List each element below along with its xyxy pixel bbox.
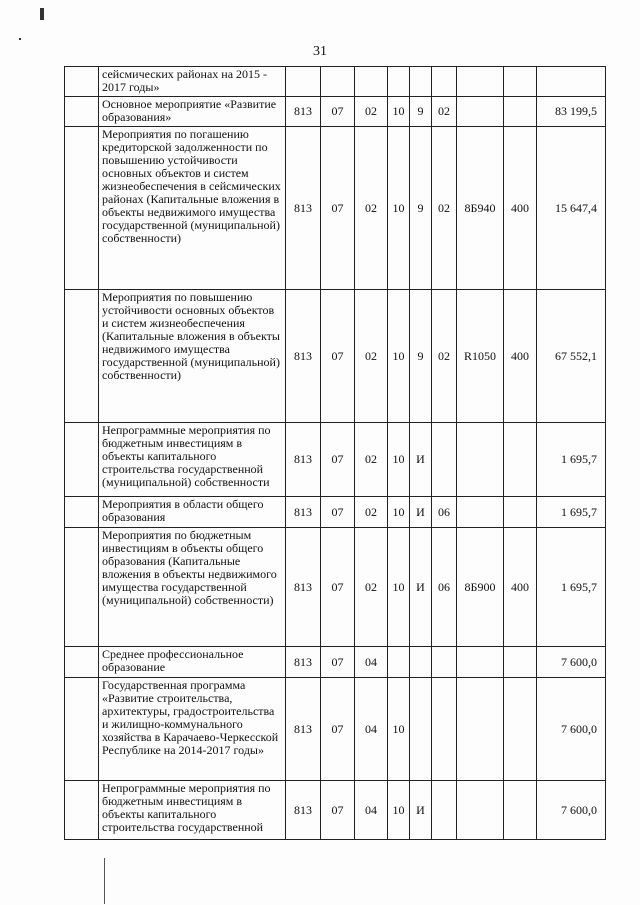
amount-cell: 67 552,1	[537, 290, 606, 423]
row-name: Мероприятия в области общего образования	[99, 497, 286, 528]
program-code-1-cell	[388, 67, 410, 97]
row-index-cell	[65, 781, 99, 840]
amount-cell: 7 600,0	[537, 678, 606, 781]
ved-cell: 813	[286, 647, 321, 678]
table-row	[65, 127, 606, 290]
ved-cell: 813	[286, 678, 321, 781]
program-code-2-cell: 9	[410, 127, 432, 290]
section-cell: 07	[321, 647, 355, 678]
ved-cell: 813	[286, 528, 321, 647]
program-code-1-cell: 10	[388, 781, 410, 840]
section-cell: 07	[321, 528, 355, 647]
section-cell: 07	[321, 290, 355, 423]
row-name: Непрограммные мероприятия по бюджетным инвестициям в объекты капитального строительства государственной	[99, 781, 286, 840]
expense-type-cell: 400	[504, 290, 537, 423]
row-name: Среднее профессиональное образование	[99, 647, 286, 678]
program-code-4-cell: 8Б940	[457, 127, 504, 290]
program-code-2-cell: 9	[410, 290, 432, 423]
program-code-2-cell: 9	[410, 97, 432, 127]
amount-cell: 1 695,7	[537, 423, 606, 497]
expense-type-cell	[504, 781, 537, 840]
page-number: 31	[313, 44, 327, 59]
table-row	[65, 781, 606, 840]
expense-type-cell	[504, 423, 537, 497]
subsection-cell: 02	[355, 528, 388, 647]
program-code-4-cell	[457, 497, 504, 528]
expense-type-cell: 400	[504, 127, 537, 290]
program-code-4-cell	[457, 97, 504, 127]
budget-table	[64, 66, 606, 840]
program-code-4-cell	[457, 67, 504, 97]
row-index-cell	[65, 127, 99, 290]
program-code-3-cell	[432, 423, 457, 497]
table-row	[65, 97, 606, 127]
expense-type-cell: 400	[504, 528, 537, 647]
program-code-4-cell	[457, 423, 504, 497]
program-code-4-cell	[457, 647, 504, 678]
ved-cell: 813	[286, 127, 321, 290]
program-code-2-cell	[410, 67, 432, 97]
program-code-3-cell: 02	[432, 97, 457, 127]
subsection-cell: 02	[355, 423, 388, 497]
amount-cell: 83 199,5	[537, 97, 606, 127]
table-row	[65, 423, 606, 497]
row-name: Мероприятия по повышению устойчивости основных объектов и систем жизнеобеспечения (Капитальные вложения в объекты недвижимого имущества государственной (муниципальной) собственности)	[99, 290, 286, 423]
section-cell: 07	[321, 97, 355, 127]
expense-type-cell	[504, 678, 537, 781]
subsection-cell: 02	[355, 127, 388, 290]
row-index-cell	[65, 290, 99, 423]
program-code-1-cell: 10	[388, 290, 410, 423]
amount-cell: 7 600,0	[537, 781, 606, 840]
program-code-1-cell: 10	[388, 423, 410, 497]
amount-cell: 7 600,0	[537, 647, 606, 678]
program-code-1-cell: 10	[388, 127, 410, 290]
amount-cell: 1 695,7	[537, 528, 606, 647]
program-code-3-cell	[432, 647, 457, 678]
table-row	[65, 67, 606, 97]
expense-type-cell	[504, 647, 537, 678]
subsection-cell: 02	[355, 497, 388, 528]
row-index-cell	[65, 423, 99, 497]
program-code-3-cell: 02	[432, 127, 457, 290]
program-code-2-cell: И	[410, 497, 432, 528]
ved-cell: 813	[286, 423, 321, 497]
row-index-cell	[65, 67, 99, 97]
subsection-cell: 04	[355, 678, 388, 781]
amount-cell	[537, 67, 606, 97]
ved-cell: 813	[286, 497, 321, 528]
program-code-2-cell: И	[410, 423, 432, 497]
row-name: Непрограммные мероприятия по бюджетным инвестициям в объекты капитального строительства государственной (муниципальной) собственности	[99, 423, 286, 497]
subsection-cell: 02	[355, 97, 388, 127]
amount-cell: 1 695,7	[537, 497, 606, 528]
table-row	[65, 647, 606, 678]
scan-artifact-line	[104, 858, 105, 904]
section-cell: 07	[321, 423, 355, 497]
scan-artifact-dot	[19, 38, 21, 40]
row-index-cell	[65, 497, 99, 528]
table-row	[65, 497, 606, 528]
ved-cell: 813	[286, 781, 321, 840]
row-index-cell	[65, 97, 99, 127]
section-cell	[321, 67, 355, 97]
expense-type-cell	[504, 67, 537, 97]
subsection-cell: 04	[355, 781, 388, 840]
scan-artifact-mark	[40, 8, 44, 20]
row-index-cell	[65, 678, 99, 781]
program-code-4-cell	[457, 781, 504, 840]
program-code-3-cell: 06	[432, 528, 457, 647]
program-code-3-cell	[432, 678, 457, 781]
row-name: Мероприятия по бюджетным инвестициям в объекты общего образования (Капитальные вложения в объекты недвижимого имущества государственной (муниципальной) собственности)	[99, 528, 286, 647]
section-cell: 07	[321, 678, 355, 781]
row-name: Основное мероприятие «Развитие образования»	[99, 97, 286, 127]
subsection-cell: 02	[355, 290, 388, 423]
program-code-2-cell	[410, 647, 432, 678]
program-code-3-cell: 02	[432, 290, 457, 423]
subsection-cell: 04	[355, 647, 388, 678]
row-index-cell	[65, 647, 99, 678]
table-row	[65, 290, 606, 423]
row-index-cell	[65, 528, 99, 647]
program-code-1-cell: 10	[388, 678, 410, 781]
program-code-2-cell: И	[410, 781, 432, 840]
amount-cell: 15 647,4	[537, 127, 606, 290]
program-code-1-cell	[388, 647, 410, 678]
section-cell: 07	[321, 781, 355, 840]
program-code-4-cell: R1050	[457, 290, 504, 423]
program-code-2-cell: И	[410, 528, 432, 647]
program-code-4-cell	[457, 678, 504, 781]
row-name: Мероприятия по погашению кредиторской задолженности по повышению устойчивости основных объектов и систем жизнеобеспечения в сейсмических районах (Капитальные вложения в объекты недвижимого имущества государственной (муниципальной) собственности)	[99, 127, 286, 290]
section-cell: 07	[321, 497, 355, 528]
program-code-1-cell: 10	[388, 497, 410, 528]
program-code-4-cell: 8Б900	[457, 528, 504, 647]
program-code-2-cell	[410, 678, 432, 781]
program-code-1-cell: 10	[388, 97, 410, 127]
subsection-cell	[355, 67, 388, 97]
program-code-3-cell	[432, 781, 457, 840]
section-cell: 07	[321, 127, 355, 290]
ved-cell: 813	[286, 290, 321, 423]
table-body	[65, 67, 606, 840]
ved-cell	[286, 67, 321, 97]
expense-type-cell	[504, 497, 537, 528]
expense-type-cell	[504, 97, 537, 127]
program-code-1-cell: 10	[388, 528, 410, 647]
program-code-3-cell	[432, 67, 457, 97]
row-name: Государственная программа «Развитие строительства, архитектуры, градостроительства и жилищно-коммунального хозяйства в Карачаево-Черкесской Республике на 2014-2017 годы»	[99, 678, 286, 781]
row-name: сейсмических районах на 2015 - 2017 годы»	[99, 67, 286, 97]
program-code-3-cell: 06	[432, 497, 457, 528]
ved-cell: 813	[286, 97, 321, 127]
table-row	[65, 528, 606, 647]
table-row	[65, 678, 606, 781]
